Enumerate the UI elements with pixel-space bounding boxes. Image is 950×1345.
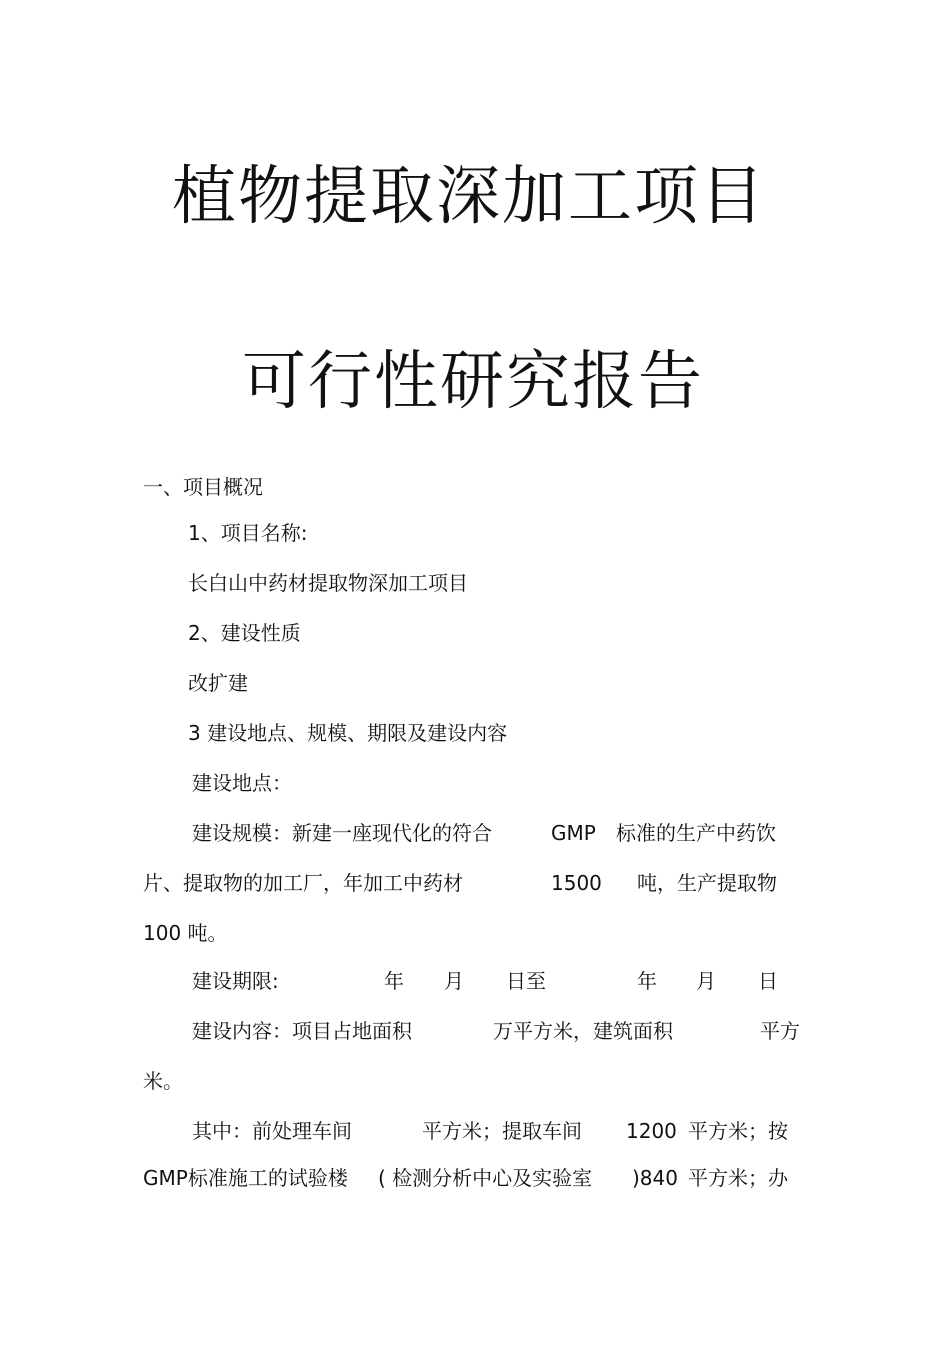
detail-text-1b: 平方米；提取车间 <box>422 1119 582 1143</box>
content-text-1b: 万平方米，建筑面积 <box>493 1019 673 1043</box>
title-line-1: 植物提取深加工项目 <box>172 160 766 234</box>
period-day-to: 日至 <box>506 969 546 993</box>
scale-text-1a: 建设规模：新建一座现代化的符合 <box>192 821 492 845</box>
scale-text-3: 100 吨。 <box>143 921 228 945</box>
item2-value: 改扩建 <box>188 671 248 695</box>
scale-text-2a: 片、提取物的加工厂，年加工中药材 <box>143 871 463 895</box>
scale-text-1b: GMP <box>551 821 596 845</box>
detail-text-2d: 平方米；办 <box>688 1166 788 1190</box>
scale-text-2b: 1500 <box>551 871 602 895</box>
item1-value: 长白山中药材提取物深加工项目 <box>188 571 468 595</box>
scale-text-1c: 标准的生产中药饮 <box>616 821 776 845</box>
detail-text-1a: 其中：前处理车间 <box>192 1119 352 1143</box>
period-day-2: 日 <box>758 969 778 993</box>
scale-text-2c: 吨，生产提取物 <box>637 871 777 895</box>
content-text-1c: 平方 <box>760 1019 800 1043</box>
item2-label: 2、建设性质 <box>188 621 301 645</box>
detail-text-1d: 平方米；按 <box>688 1119 788 1143</box>
content-text-1a: 建设内容：项目占地面积 <box>192 1019 412 1043</box>
title-line-2: 可行性研究报告 <box>242 345 704 419</box>
period-label: 建设期限: <box>192 969 279 993</box>
period-year-2: 年 <box>637 969 657 993</box>
item1-label: 1、项目名称: <box>188 521 308 545</box>
item3-label: 3 建设地点、规模、期限及建设内容 <box>188 721 508 745</box>
location-label: 建设地点： <box>192 771 292 795</box>
detail-text-1c: 1200 <box>626 1119 677 1143</box>
section-heading: 一、项目概况 <box>143 475 263 499</box>
detail-text-2c: )840 <box>632 1166 678 1190</box>
detail-text-2a: GMP标准施工的试验楼 <box>143 1166 348 1190</box>
detail-text-2b: ( 检测分析中心及实验室 <box>378 1166 593 1190</box>
period-year-1: 年 <box>384 969 404 993</box>
period-month-1: 月 <box>444 969 464 993</box>
content-text-2: 米。 <box>143 1069 183 1093</box>
period-month-2: 月 <box>696 969 716 993</box>
